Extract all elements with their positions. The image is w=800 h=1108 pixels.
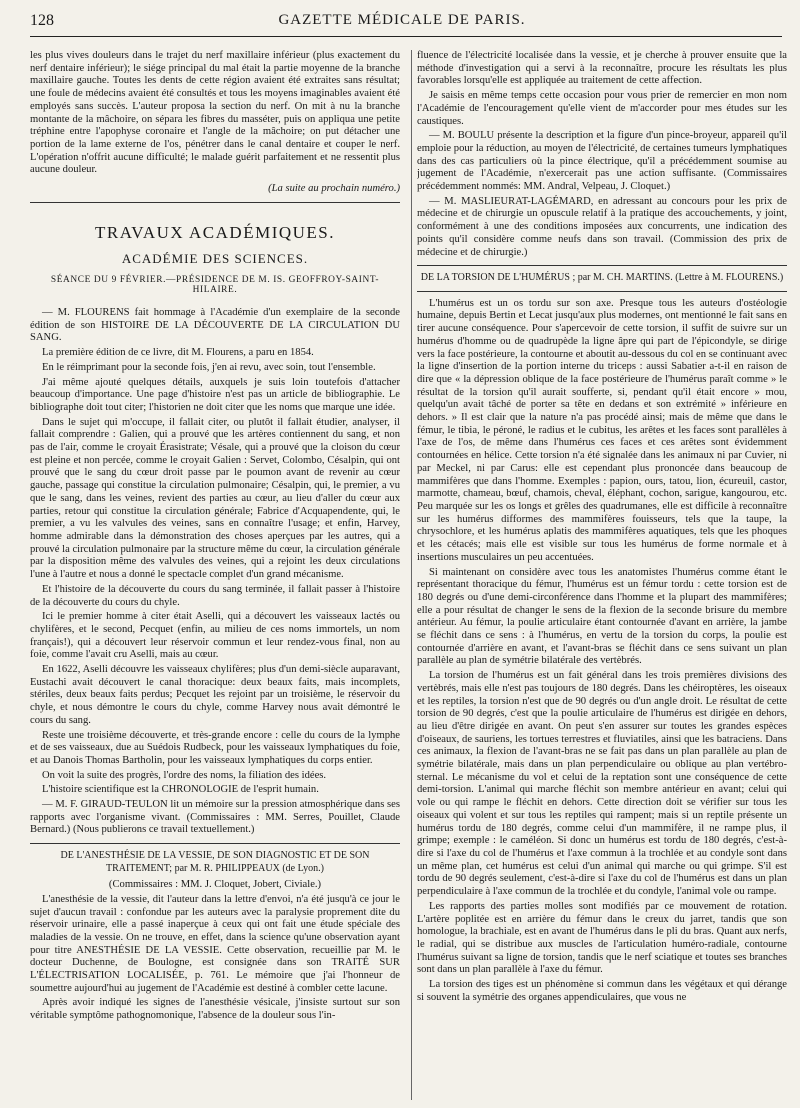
paragraph: La torsion des tiges est un phénomène si commun dans les végétaux et qui dérange si souvent la symétrie des organes appendiculaires, que vous ne [417,979,787,1003]
commissaires-line: (Commissaires : MM. J. Cloquet, Jobert, Civiale.) [108,879,322,891]
section-rule [30,843,400,844]
paragraph: La première édition de ce livre, dit M. Flourens, a paru en 1854. [42,347,314,359]
paragraph: En 1622, Aselli découvre les vaisseaux chylifères; plus d'un demi-siècle auparavant, Eustachi avait découvert le canal thoracique: deux beaux faits, mais incomplets, stériles, deux beaux faits perdus; Pecquet les rejoint par un troisième, le réservoir du chyle, et nous démontre le cours du chyle, comme Harvey nous avait démontré le cours du sang. [30,664,400,726]
paragraph: — M. FLOURENS fait hommage à l'Académie d'un exemplaire de la seconde édition de son HISTOIRE DE LA DÉCOUVERTE DE LA CIRCULATION DU SANG. [30,307,400,344]
journal-page [22,10,787,1100]
paragraph: L'histoire scientifique est la CHRONOLOGIE de l'esprit humain. [42,784,319,796]
paragraph: Après avoir indiqué les signes de l'anesthésie vésicale, j'insiste surtout sur son véritable symptôme pathognomonique, l'absence de la douleur sous l'in- [30,997,400,1022]
paragraph: Si maintenant on considère avec tous les anatomistes l'humérus comme étant le représentant thoracique du fémur, l'humérus est un fémur tordu : cette torsion est de 180 degrés ou d'une demi-circonférence dans l'homme et la plupart des mammifères; elle a pour résultat de changer le sens de la flexion de la seconde brisure du membre antérieur. Au fémur, la poulie articulaire étant contournée d'avant en arrière, la jambe se fléchit dans ce sens : à l'humérus, en vertu de la torsion du corps, la poulie est contournée d'arrière en avant, et l'avant-bras se fléchit dans ce sens suivant un plan parallèle au plan de symétrie bilatérale des vertèbrés. [417,566,787,667]
paragraph: Dans le sujet qui m'occupe, il fallait citer, ou plutôt il fallait étudier, analyser, il fallait comprendre : Galien, qui a prouvé que les artères contiennent du sang, et non pas de l'air, comme le croyait Érasistrate; Vésale, qui a prouvé que la cloison du cœur est pleine et non percée, comme le croyait Galien : Servet, Colombo, Césalpin, qui ont prouvé que le sang du cœur droit passe par le poumon avant de revenir au cœur gauche, passage qui constitue la circulation pulmonaire; Césalpin, qui, le premier, a vu que le sang, dans les veines, revient des parties au cœur, au lieu d'aller du cœur aux parties, retour qui constitue la circulation générale; Fabrice d'Acquapendente, qui, le premier, a vu les valvules des veines, sans en connaître l'usage; et enfin, Harvey, homme admirable dans la démonstration des choses aperçues par les autres, qui a prouvé la circulation pulmonaire par la structure même du cœur, la circulation générale par la disposition même des valvules des veines, qui a rejoint les deux circulations l'une à l'autre et nous a donné le spectacle complet d'un grand mécanisme. [30,416,400,581]
paragraph: J'ai même ajouté quelques détails, auxquels je suis loin toutefois d'attacher beaucoup d'importance. Une page d'histoire n'est pas un article de bibliographie. Le bibliographe doit tout citer; l'historien ne doit citer que les noms que marque une idée. [30,376,400,413]
paragraph: Je saisis en même temps cette occasion pour vous prier de remercier en mon nom l'Académie de l'encouragement qu'elle vient de m'accorder pour mes études sur les caustiques. [417,90,787,127]
header-rule [30,36,782,37]
journal-title: GAZETTE MÉDICALE DE PARIS. [278,12,526,28]
continued-paragraph: fluence de l'électricité localisée dans la vessie, et je cherche à prouver ensuite que la méthode d'investigation qui a servi à la reconnaître, procure les résultats les plus favorables lorsqu'elle est appliquée au traitement de cette affection. [417,50,787,87]
paragraph: En le réimprimant pour la seconde fois, j'en ai revu, avec soin, tout l'ensemble. [42,361,376,373]
page-header [22,10,782,32]
paragraph: — M. MASLIEURAT-LAGÉMARD, en adressant au concours pour les prix de médecine et de chirurgie un opuscule relatif à la pratique des accouchements, y joint, conformément à une des conditions imposées aux concurrents, une indication des points qu'il considère comme neufs dans son travail. (Commission des prix de médecine et de chirurgie.) [417,195,787,258]
page-number: 128 [30,12,54,29]
paragraph: — M. F. GIRAUD-TEULON lit un mémoire sur la pression atmosphérique dans ses rapports avec l'organisme vivant. (Commissaires : MM. Serres, Pouillet, Claude Bernard.) (Nous publierons ce travail textuellement.) [30,799,400,836]
academy-title: ACADÉMIE DES SCIENCES. [121,251,309,267]
article-heading: DE LA TORSION DE L'HUMÉRUS ; par M. CH. MARTINS. (Lettre à M. FLOURENS.) [420,272,784,284]
paragraph: La torsion de l'humérus est un fait général dans les trois premières divisions des vertèbrés, mais elle n'est pas toujours de 180 degrés. Dans les chéiroptères, les oiseaux et les reptiles, la torsion n'est que de 90 degrés ou d'un angle droit. Le résultat de cette torsion de 90 degrés, c'est que la poulie articulaire de l'humérus est dirigée en dehors, au lieu d'être dirigée en avant. On peut s'en assurer sur toutes les grandes espèces d'oiseaux, de sauriens, les tortues terrestres et fluviatiles, ainsi que les batraciens. Dans ces animaux, la flexion de l'avant-bras ne se fait pas dans un plan parallèle au plan de symétrie bilatérale, mais dans un plan perpendiculaire ou oblique au plan vertébro-sternal. Le mécanisme du vol et celui de la reptation sont une conséquence de cette demi-torsion. L'animal qui marche fléchit son membre antérieur en avant; celui qui vole ou qui rampe le fléchit en dehors. Cette direction doit se vérifier sur tous les oiseaux qui volent et sur tous les reptiles qui rampent; mais si un reptile présente un humérus tordu de 180 degrés, comme celui d'un mammifère, il ne rampe plus, il grimpe; exemple : le caméléon. Si donc un humérus est tordu de 180 degrés, c'est-à-dire si l'axe du col de l'humérus et l'axe commun à la trochlée et au condyle sont dans un même plan, cet humérus est celui d'un animal qui marche ou qui grimpe. S'il est tordu de 90 degrés seulement, c'est-à-dire si l'axe du col de l'humérus est dans un plan perpendiculaire à l'axe commun de la trochlée et du condyle, l'animal vole ou rampe. [417,670,787,898]
continued-notice: (La suite au prochain numéro.) [268,183,400,195]
section-title: TRAVAUX ACADÉMIQUES. [94,223,335,243]
continued-paragraph: les plus vives douleurs dans le trajet du nerf maxillaire inférieur (plus exactement du nerf dentaire inférieur); le siége principal du mal était la partie moyenne de la branche maxillaire gauche. Toutes les dents de cette région avaient été extraites sans résultat; une foule de médecins avaient été consultés et tous les moyens imaginables avaient été employés sans succès. L'auteur proposa la section du nerf. On mit à nu la branche montante de la mâchoire, on sépara les fibres du masséter, puis on appliqua une petite tréphine entre l'apophyse coronaire et l'angle de la mâchoire; on put détacher une portion de la lame externe de l'os, pénétrer dans le canal dentaire et couper le nerf. L'opération n'offrit aucune difficulté; le malade guérit parfaitement et ne ressentit plus aucune douleur. [30,50,400,176]
article-heading: DE L'ANESTHÉSIE DE LA VESSIE, DE SON DIAGNOSTIC ET DE SON TRAITEMENT; par M. R. PHILIPPEAUX (de Lyon.) [60,850,370,874]
paragraph: Les rapports des parties molles sont modifiés par ce mouvement de rotation. L'artère poplitée est en arrière du fémur dans le creux du jarret, tandis que son homologue, la brachiale, est en avant de l'humérus dans le pli du bras. Quant aux nerfs, le radial, qui se distribue aux muscles de l'articulation huméro-radiale, contourne l'humérus suivant sa ligne de torsion, tandis que le nerf sciatique et toutes ses branches sont dans un plan parallèle à l'axe du fémur. [417,900,787,976]
paragraph: Reste une troisième découverte, et très-grande encore : celle du cours de la lymphe et de ses vaisseaux, due au Suédois Rudbeck, pour les vaisseaux lymphatiques du foie, et au Danois Thomas Bartholin, pour les vaisseaux lymphatiques du corps entier. [30,729,400,766]
paragraph: — M. BOULU présente la description et la figure d'un pince-broyeur, appareil qu'il emploie pour la réduction, au moyen de l'électricité, de certaines tumeurs lymphatiques dans des cas particuliers où la pince électrique, qu'il a précédemment soumise au jugement de l'Académie, n'exercerait pas une action suffisante. (Commissaires précédemment nommés: MM. Andral, Velpeau, J. Cloquet.) [417,130,787,193]
paragraph: L'humérus est un os tordu sur son axe. Presque tous les auteurs d'ostéologie humaine, depuis Bertin et Lecat jusqu'aux plus modernes, ont mentionné le fait sans en tirer aucune conséquence. Pour s'apercevoir de cette torsion, il suffit de suivre sur un humérus d'homme ou de quadrupède la ligne âpre qui part de l'épicondyle, se dirige vers la face postérieure, la contourne et aboutit au-dessous du col en se continuant avec la ligne d'insertion de la portion interne du triceps : aussi Sabatier a-t-il en raison de dire que « la dépression oblique de la face postérieure de l'humérus paraît comme » le résultat de la torsion qu'il aurait soufferte, si, pendant qu'il était encore » mou, quelqu'un avait tâché de porter sa tête en dedans et son extrémité » inférieure en dehors. » Il est clair que la nature n'a pas procédé ainsi; mais de même que dans le fémur, le tibia, le péroné, le radius et le cubitus, les arêtes et les faces sont parallèles à l'axe de l'os, de même dans l'humérus ces faces et ces arêtes sont évidemment contournées en hélice. Cette torsion n'a été signalée dans les animaux ni par Cuvier, ni par Meckel, ni par Carus: elle est cependant plus prononcée dans beaucoup de mammifères que dans l'homme. Exemples : papion, ours, tatou, lion, écureuil, castor, marmotte, chameau, bœuf, chamois, cheval, éléphant, cochon, sarigue, kangourou, etc. Peu marquée sur les os longs et grêles des quadrumanes, elle est difficile à reconnaître sur les humérus difformes des mammifères fouisseurs, tels que la taupe, la chrysochlore, et les humérus aplatis des mammifères aquatiques, tels que les phoques et les cétacés; mais elle est visible sur tous les humérus de forme normale et à insertions musculaires un peu accentuées. [417,297,787,563]
section-rule [417,291,787,292]
section-rule [30,202,400,203]
section-rule [417,265,787,266]
right-column [417,50,787,1100]
session-line: SÉANCE DU 9 FÉVRIER.—PRÉSIDENCE DE M. IS. GEOFFROY-SAINT-HILAIRE. [50,275,380,296]
left-column [30,50,400,1100]
paragraph: On voit la suite des progrès, l'ordre des noms, la filiation des idées. [42,769,327,781]
paragraph: L'anesthésie de la vessie, dit l'auteur dans la lettre d'envoi, n'a été jusqu'à ce jour le sujet d'aucun travail : confondue par les auteurs avec la paralysie proprement dite du réservoir urinaire, elle a passé inaperçue à ceux qui ont fait une étude spéciale des maladies de la vessie. On ne trouve, en effet, dans la science qu'une observation ayant pour titre ANESTHÉSIE DE LA VESSIE. Cette observation, recueillie par M. le docteur Duchenne, de Boulogne, est consignée dans son TRAITÉ SUR L'ÉLECTRISATION LOCALISÉE, p. 761. Le mémoire que j'ai l'honneur de soumettre aujourd'hui au jugement de l'Académie est destiné à combler cette lacune. [30,893,400,994]
paragraph: Et l'histoire de la découverte du cours du sang terminée, il fallait passer à l'histoire de la découverte du cours du chyle. [30,583,400,608]
paragraph: Ici le premier homme à citer était Aselli, qui a découvert les vaisseaux lactés ou chylifères, et le second, Pecquet (enfin, au milieu de ces noms immortels, un nom français!), qui a découvert leur réservoir commun et leur rendez-vous final, non au foie, comme l'avait cru Aselli, mais au cœur. [30,611,400,661]
column-divider [411,50,412,1100]
